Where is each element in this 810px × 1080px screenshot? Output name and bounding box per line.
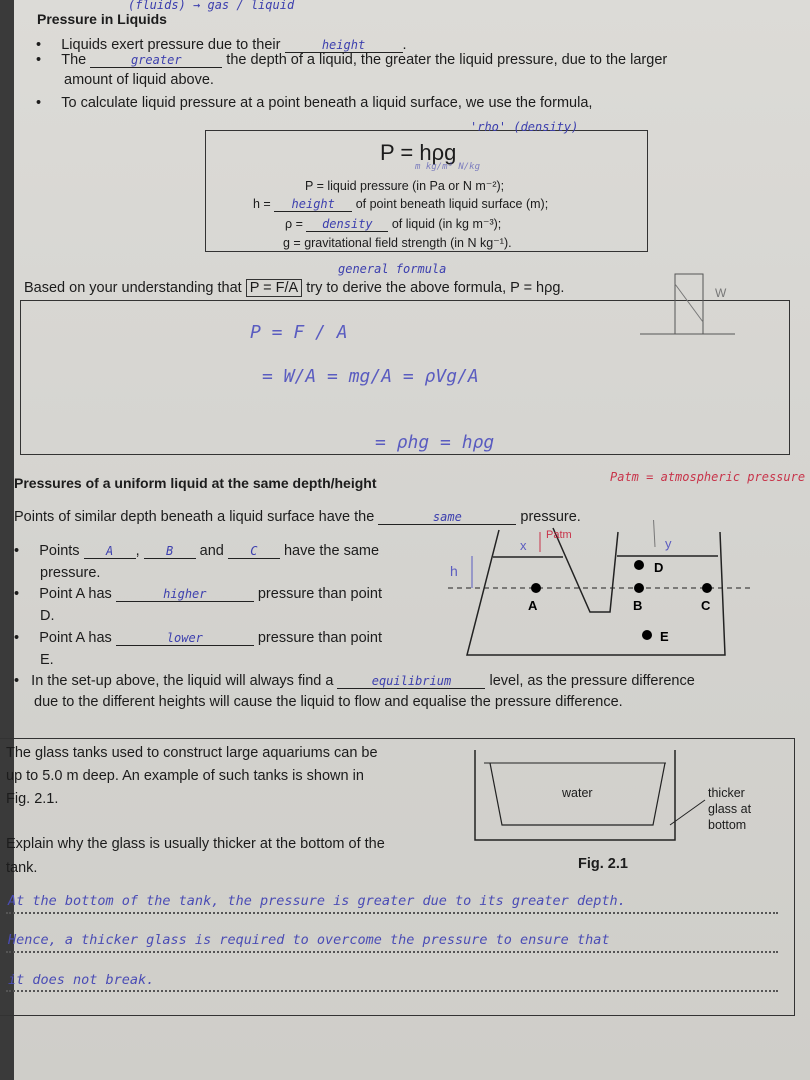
points-bullet-2-line2: D. <box>40 608 55 624</box>
answer-dotted-line-2 <box>6 951 778 953</box>
figure-caption: Fig. 2.1 <box>578 856 628 872</box>
derive-prompt: Based on your understanding that P = F/A try to derive the above formula, P = hρg. <box>24 280 565 296</box>
u-tube-diagram <box>420 520 810 660</box>
points-bullet-2: • Point A has higher pressure than point <box>14 586 382 602</box>
points-bullet-1-line2: pressure. <box>40 565 101 581</box>
question-ask-2: tank. <box>6 860 38 876</box>
answer-h: height <box>274 197 352 212</box>
answer-same: same <box>378 510 516 525</box>
label-y: y <box>665 536 672 551</box>
points-bullet-4-line2: due to the different heights will cause the liquid to flow and equalise the pressure difference. <box>34 694 623 710</box>
answer-c: C <box>228 544 280 559</box>
general-formula-box: P = F/A <box>246 279 303 297</box>
answer-dotted-line-1 <box>6 912 778 914</box>
intro-line: Points of similar depth beneath a liquid surface have the same pressure. <box>14 509 581 525</box>
answer-a: A <box>84 544 136 559</box>
bullet-3: • To calculate liquid pressure at a point beneath a liquid surface, we use the formula, <box>36 95 593 111</box>
label-d: D <box>654 560 664 575</box>
bullet-1: • Liquids exert pressure due to their height . <box>36 37 407 53</box>
label-e: E <box>660 629 669 644</box>
label-a: A <box>528 598 538 613</box>
question-text-2: up to 5.0 m deep. An example of such tanks is shown in <box>6 768 364 784</box>
answer-b: B <box>144 544 196 559</box>
section-heading: Pressures of a uniform liquid at the same depth/height <box>14 475 377 491</box>
question-ask-1: Explain why the glass is usually thicker at the bottom of the <box>6 836 385 852</box>
question-text-1: The glass tanks used to construct large aquariums can be <box>6 745 378 761</box>
bullet-2: • The greater the depth of a liquid, the greater the liquid pressure, due to the larger <box>36 52 668 68</box>
units-note: m kg/m³ N/kg <box>415 162 481 172</box>
p-definition: P = liquid pressure (in Pa or N m⁻²); <box>305 179 505 193</box>
bullet-2-line2: amount of liquid above. <box>64 72 214 88</box>
answer-height: height <box>285 38 403 53</box>
answer-line-3: it does not break. <box>8 972 155 988</box>
label-patm: Patm <box>546 529 572 541</box>
question-text-3: Fig. 2.1. <box>6 791 59 807</box>
label-c: C <box>701 598 711 613</box>
derivation-line-3: = ρhg = hρg <box>375 432 495 453</box>
page-title: Pressure in Liquids <box>37 11 167 27</box>
label-h: h <box>450 563 458 579</box>
derivation-line-1: P = F / A <box>250 322 348 343</box>
answer-rho: density <box>306 217 388 232</box>
points-bullet-1: • Points A , B and C have the same <box>14 543 380 559</box>
general-formula-note: general formula <box>338 262 447 276</box>
thicker-glass-label: thicker glass at bottom <box>708 786 752 832</box>
water-label: water <box>562 786 593 800</box>
answer-lower: lower <box>116 631 254 646</box>
sketch-label-w: W <box>715 286 727 300</box>
label-b: B <box>633 598 643 613</box>
title-annotation: (fluids) → gas / liquid <box>128 0 295 12</box>
points-bullet-4: • In the set-up above, the liquid will always find a equilibrium level, as the pressure difference <box>14 673 695 689</box>
rho-definition: ρ = density of liquid (in kg m⁻³); <box>285 217 502 231</box>
points-bullet-3: • Point A has lower pressure than point <box>14 630 382 646</box>
label-x: x <box>520 538 527 553</box>
atm-note: Patm = atmospheric pressure <box>610 470 806 484</box>
answer-line-2: Hence, a thicker glass is required to overcome the pressure to ensure that <box>8 932 610 948</box>
h-definition: h = height of point beneath liquid surface (m); <box>253 197 549 211</box>
derivation-line-2: = W/A = mg/A = ρVg/A <box>262 366 479 387</box>
answer-equilibrium: equilibrium <box>337 674 485 689</box>
formula-equation: P = hρg <box>380 140 457 165</box>
answer-greater: greater <box>90 53 222 68</box>
g-definition: g = gravitational field strength (in N kg⁻¹). <box>283 236 512 250</box>
answer-dotted-line-3 <box>6 990 778 992</box>
points-bullet-3-line2: E. <box>40 652 54 668</box>
answer-higher: higher <box>116 587 254 602</box>
answer-line-1: At the bottom of the tank, the pressure is greater due to its greater depth. <box>8 893 626 909</box>
weight-sketch <box>640 262 750 342</box>
rho-note: 'rho' (density) <box>470 120 579 134</box>
